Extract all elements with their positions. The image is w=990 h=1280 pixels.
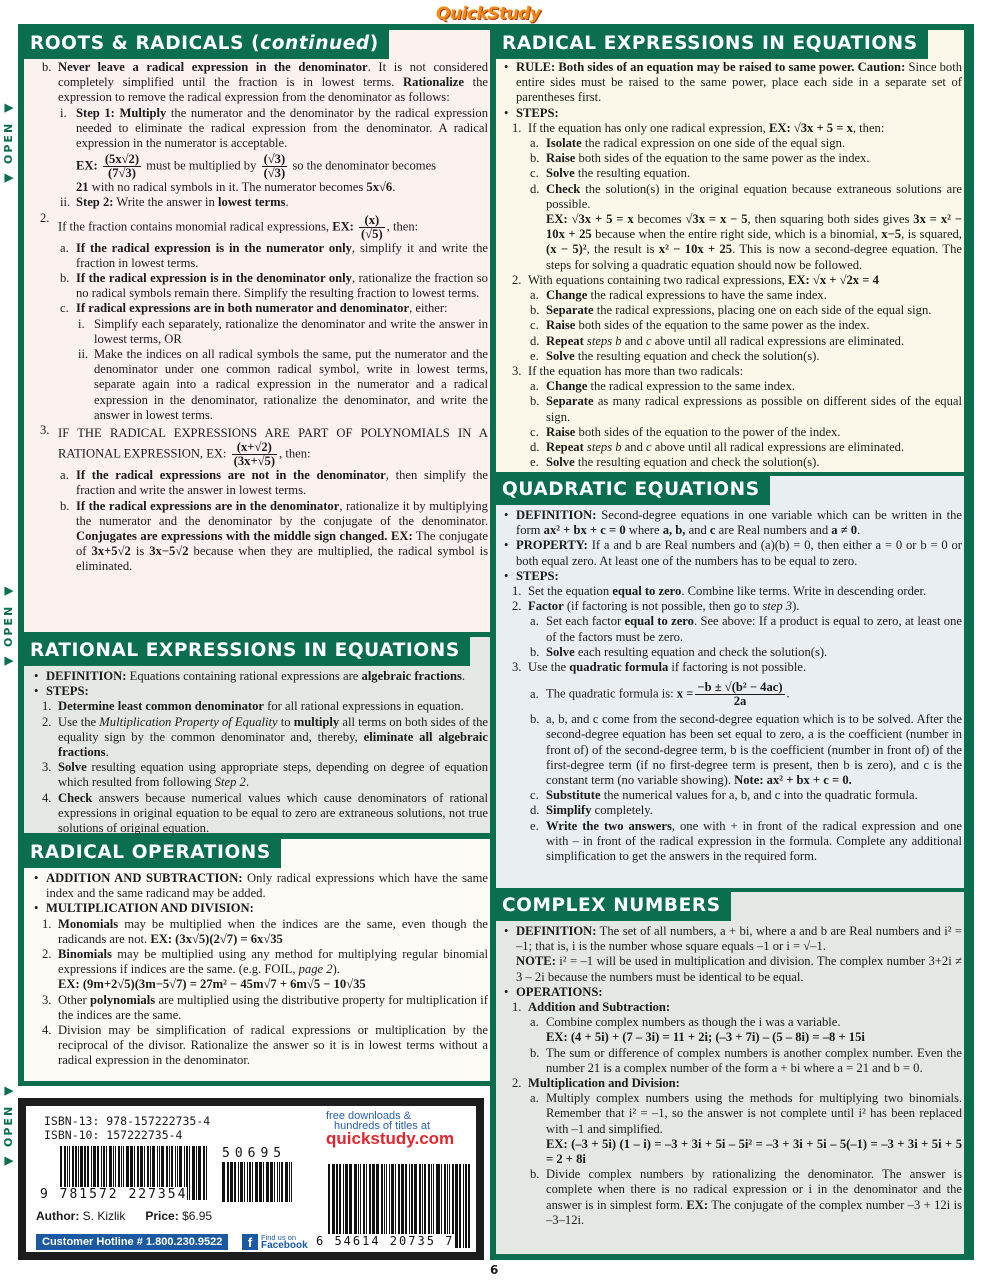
barcode-bar [281,1162,283,1202]
barcode-bar [189,1146,190,1200]
section-title: RATIONAL EXPRESSIONS IN EQUATIONS [24,637,470,666]
product-info-box [18,1098,484,1260]
quickstudy-logo: QuickStudy [436,4,541,24]
barcode-bar [227,1162,229,1202]
upc-digits: 6 54614 20735 7 [316,1234,455,1248]
barcode-bar [234,1162,236,1202]
side-tab-open-2: ◀ OPEN ◀ [2,583,16,669]
barcode-bar [455,1164,458,1248]
section-title: RADICAL OPERATIONS [24,839,281,868]
website-promo[interactable]: free downloads & hundreds of titles at quickstudy.com [326,1110,455,1148]
triangle-icon: ◀ [2,169,16,186]
section-title: COMPLEX NUMBERS [496,892,731,921]
barcode-bar [252,1162,253,1202]
barcode-bar [266,1162,269,1202]
barcode-bar [285,1162,288,1202]
barcode-bar [247,1162,248,1202]
barcode-bar [263,1162,264,1202]
barcode-bar [279,1162,280,1202]
triangle-icon: ◀ [2,100,16,116]
barcode-bar [230,1162,233,1202]
barcode-bar [459,1164,462,1248]
barcode-bar [259,1162,262,1202]
addon-digits: 50695 [222,1146,287,1161]
side-tab-open-3: ◀ OPEN ◀ [2,1083,16,1169]
barcode-bar [196,1146,197,1200]
facebook-icon: f [242,1234,258,1250]
page-number: 6 [490,1263,499,1277]
triangle-icon: ◀ [2,583,16,599]
section-radical-equations: RADICAL EXPRESSIONS IN EQUATIONS • RULE: Both sides of an equation may be raised to same power. Caution: Since both entire sides must be raised to the same power, place each side in a separate set of parentheses first. • STEPS: 1. If the equation has only one radical expression, EX: √3x + 5 = x, then: a. Isolate the radical expression on one side of the equal sign. b. Raise both sides of the equation to the same power as the index. c. Solve the resulting equation. d. Check the solution(s) in the original equation because extraneous solutions are possible. EX: √3x + 5 = x becomes √3x = x − 5, then squaring both sides gives 3x = x² − 10x + 25 because when the entire right side, which is a binomial, x−5, is squared, (x − 5)², the result is x² − 10x + 25. This is now a second-degree equation. The steps for solving a quadratic equation should now be followed. 2. With equations containing two radical expressions, EX: √x + √2x = 4 a. Change the radical expressions to have the same index. b. Separate the radical expressions, placing one on each side of the equal sign. c. Raise both sides of the equation to the same power as the index. d. Repeat steps b and c above until all radical expressions are eliminated. e. Solve the resulting equation and check the solution(s). 3. If the equation has more than two radicals: a. Change the radical expression to the same index. b. Separate as many radical expressions as possible on different sides of the equal sign. c. Raise both sides of the equation to the power of the index. d. Repeat steps b and c above until all radical expressions are eliminated. e. Solve the resulting equation and check the solution(s). [496,30,964,472]
barcode-bar [463,1164,464,1248]
barcode-bar [244,1162,245,1202]
triangle-icon: ◀ [2,1083,16,1099]
ean-digits: 9 781572 227354 [40,1187,188,1202]
barcode-bar [206,1146,207,1200]
facebook-link[interactable]: f Find us on Facebook [242,1234,308,1250]
isbn-10: ISBN-10: 157222735-4 [44,1128,183,1142]
barcode-bar [203,1146,205,1200]
barcode-bar [277,1162,278,1202]
barcode-bar [291,1162,292,1202]
barcode-bar [274,1162,275,1202]
barcode-bar [289,1162,290,1202]
section-quadratic-equations: QUADRATIC EQUATIONS • DEFINITION: Second-degree equations in one variable which can be written in the form ax² + bx + c = 0 where a, b, and c are Real numbers and a ≠ 0. • PROPERTY: If a and b are Real numbers and (a)(b) = 0, then either a = 0 or b = 0 or both equal zero. At least one of the numbers has to be equal to zero. • STEPS: 1. Set the equation equal to zero. Combine like terms. Write in descending order. 2. Factor (if factoring is not possible, then go to step 3). a. Set each factor equal to zero. See above: If a product is equal to zero, at least one of the factors must be zero. b. Solve each resulting equation and check the solution(s). 3. Use the quadratic formula if factoring is not possible. a. The quadratic formula is: x = $\frac{\text{−b ± √(b² − 4ac)}}{2a}$ . b. a, b, and c come from the second-degree equation which is to be solved. After the second-degree equation has been set equal to zero, a is the coefficient (number in front of) of the second-degree term, b is the coefficient (number in front of) of the first-degree term (if no first-degree term is present, then b is zero), and c is the constant term (no variable showing). Note: ax² + bx + c = 0. c. Substitute the numerical values for a, b, and c into the quadratic formula. d. Simplify completely. e. Write the two answers, one with + in front of the radical expression and one with – in front of the radical expression in the formula. Complete any additional simplification to get the answers in the required form. [496,476,964,888]
section-roots-radicals: ROOTS & RADICALS (continued) b. Never leave a radical expression in the denominator. It is not considered completely simplified until the fraction is in lowest terms. Rationalize the expression to remove the radical expression from the denominator as follows: i. Step 1: Multiply the numerator and the denominator by the radical expression needed to eliminate the radical expression from the denominator. A radical expression in the numerator is acceptable. EX: $\frac{(5x√2)}{(7√3)}$ must be multiplied by $\frac{(√3)}{(√3)}$ so the denominator becomes 21 with no radical symbols in it. The numerator becomes 5x√6. ii. Step 2: Write the answer in lowest terms. 2. If the fraction contains monomial radical expressions, EX: $\frac{(x)}{(√5)}$ , then: a. If the radical expression is in the numerator only, simplify it and write the fraction in lowest terms. b. If the radical expression is in the denominator only, rationalize the fraction so no radical symbols remain there. Simplify the resulting fraction to lowest terms. c. If radical expressions are in both numerator and denominator, either: i. Simplify each separately, rationalize the denominator and write the answer in lowest terms, OR ii. Make the indices on all radical symbols the same, put the numerator and the denominator under one common radical symbol, write in lowest terms, separate again into a radical expression in the numerator and a radical expression in the denominator, rationalize the denominator, and write the answer in lowest terms. 3. IF THE RADICAL EXPRESSIONS ARE PART OF POLYNOMIALS IN A RATIONAL EXPRESSION, EX: $\frac{(x+√2)}{(3x+√5)}$ , then: a. If the radical expressions are not in the denominator, then simplify the fraction and write the answer in lowest terms. b. If the radical expressions are in the denominator, rationalize it by multiplying the numerator and the denominator by the conjugate of the denominator. Conjugates are expressions with the middle sign changed. EX: The conjugate of 3x+5√2 is 3x−5√2 because when they are multiplied, the radical symbol is eliminated. [24,30,490,632]
addon-barcode [222,1162,294,1202]
barcode-bar [222,1162,225,1202]
section-title: QUADRATIC EQUATIONS [496,476,770,505]
triangle-icon: ◀ [2,652,16,669]
barcode-bar [270,1162,273,1202]
barcode-bar [192,1146,195,1200]
barcode-bar [198,1146,201,1200]
section-complex-numbers: COMPLEX NUMBERS • DEFINITION: The set of all numbers, a + bi, where a and b are Real numbers and i² = –1; that is, i is the number whose square equals –1 or i = √–1. NOTE: i² = –1 will be used in multiplication and division. The complex number 3+2i ≠ 3 – 2i because the numbers must be identical to be equal. • OPERATIONS: 1. Addition and Subtraction: a. Combine complex numbers as though the i was a variable. EX: (4 + 5i) + (7 – 3i) = 11 + 2i; (–3 + 7i) – (5 – 8i) = –8 + 15i b. The sum or difference of complex numbers is another complex number. Even the number 21 is a complex number of the form a + bi where a = 21 and b = 0. 2. Multiplication and Division: a. Multiply complex numbers using the methods for multiplying two binomials. Remember that i² = –1, so the answer is not complete until i² has been replaced with –1 and simplified. EX: (–3 + 5i) (1 – i) = –3 + 3i + 5i – 5i² = –3 + 3i + 5i – 5(–1) = –3 + 3i + 5i + 5 = 2 + 8i b. Divide complex numbers by rationalizing the denominator. The answer is complete when there is no radical expression or i in the denominator and the answer is in simplest form. EX: The conjugate of the complex number –3 + 12i is –3–12i. [496,892,964,1254]
side-tab-open-1: ◀ OPEN ◀ [2,100,16,186]
barcode-bar [255,1162,258,1202]
section-title: RADICAL EXPRESSIONS IN EQUATIONS [496,30,928,59]
isbn-13: ISBN-13: 978-157222735-4 [44,1114,211,1128]
barcode-bar [240,1162,243,1202]
author-price: Author: S. Kizlik Price: $6.95 [36,1209,213,1223]
customer-hotline: Customer Hotline # 1.800.230.9522 [36,1234,228,1250]
triangle-icon: ◀ [2,1152,16,1169]
section-title: ROOTS & RADICALS (continued) [24,30,389,59]
barcode-bar [465,1164,467,1248]
section-radical-operations: RADICAL OPERATIONS • ADDITION AND SUBTRACTION: Only radical expressions which have the same index and the same radicand may be added. • MULTIPLICATION AND DIVISION: 1. Monomials may be multiplied when the indices are the same, even though the radicands are not. EX: (3x√5)(2√7) = 6x√35 2. Binomials may be multiplied using any method for multiplying regular binomial expressions if indices are the same. (e.g. FOIL, page 2). EX: (9m+2√5)(3m−5√7) = 27m² − 45m√7 + 6m√5 − 10√35 3. Other polynomials are multiplied using the distributive property for multiplication if the indices are the same. 4. Division may be simplification of radical expressions or multiplication by the reciprocal of the divisor. Rationalize the answer so it is in lowest terms without a radical expression in the denominator. [24,839,490,1081]
barcode-bar [249,1162,251,1202]
barcode-bar [238,1162,239,1202]
section-rational-expressions: RATIONAL EXPRESSIONS IN EQUATIONS • DEFINITION: Equations containing rational expressions are algebraic fractions. • STEPS: 1. Determine least common denominator for all rational expressions in equation. 2. Use the Multiplication Property of Equality to multiply all terms on both sides of the equality sign by the common denominator and, thereby, eliminate all algebraic fractions. 3. Solve resulting equation using appropriate steps, depending on degree of equation which resulted from following Step 2. 4. Check answers because numerical values which cause denominators of rational expressions in original equation to be equal to zero are extraneous solutions, not true solutions of original equation. [24,637,490,833]
barcode-bar [468,1164,470,1248]
